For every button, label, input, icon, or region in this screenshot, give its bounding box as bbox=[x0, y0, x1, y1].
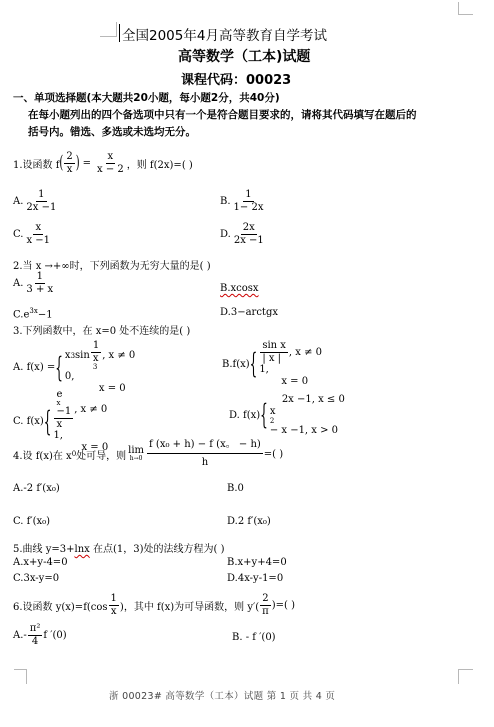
q3-b-case1-cond: , x ≠ 0 bbox=[288, 346, 323, 358]
q3-a-case1 bbox=[65, 341, 135, 371]
q5-option-d: D.4x-y-1=0 bbox=[227, 573, 284, 584]
q3-b-prefix: B.f(x) bbox=[222, 358, 250, 370]
q1-option-a bbox=[13, 190, 59, 213]
q1-c-den: x −1 bbox=[26, 235, 51, 246]
q5-option-b: B.x+y+4=0 bbox=[227, 557, 287, 568]
q4-den: h bbox=[201, 457, 209, 468]
q3-a-case1-sin: sin bbox=[75, 350, 90, 362]
q2-a-den: 3 + x bbox=[26, 284, 54, 295]
q2-option-b: B.xcosx bbox=[220, 283, 259, 294]
q1-d-fraction bbox=[232, 223, 266, 246]
q3-d-case1: 2x −1, x ≤ 0 bbox=[281, 394, 345, 405]
q4-option-c: C. f′(x₀) bbox=[13, 516, 51, 527]
q2-c-suffix: −1 bbox=[37, 309, 53, 321]
corner-mark-top-right-v bbox=[458, 2, 459, 15]
q1-a-num: 1 bbox=[38, 189, 45, 200]
q1-option-d bbox=[220, 223, 267, 246]
q6-stem bbox=[13, 590, 295, 620]
text-cursor bbox=[119, 24, 120, 42]
q6-a-prefix: A.- bbox=[13, 630, 27, 641]
corner-mark-top-left-v bbox=[116, 22, 117, 37]
q6-a-den: 4 bbox=[31, 636, 39, 647]
q6-stem-frac1 bbox=[109, 594, 119, 617]
q3-b-case1 bbox=[259, 341, 322, 364]
q4-lim: lim bbox=[128, 445, 145, 456]
q3-a-cases bbox=[65, 341, 135, 394]
q5-stem bbox=[13, 540, 224, 555]
q6-stem-num1: 1 bbox=[110, 592, 117, 604]
q1-d-label: D. bbox=[220, 229, 231, 240]
q1-c-label: C. bbox=[13, 229, 24, 240]
q3-b-case1-num: sin x bbox=[262, 340, 286, 351]
q6-stem-frac2 bbox=[260, 594, 271, 617]
q4-num: f (x₀ + h) − f (x。 − h) bbox=[147, 440, 263, 454]
q3-stem: 3.下列函数中，在 x=0 处不连续的是( ) bbox=[13, 326, 191, 337]
q4-option-a: A.-2 f′(x₀) bbox=[13, 483, 60, 494]
q3-a-case1-den-sup: 3 bbox=[92, 363, 98, 371]
q1-paren-close: ) bbox=[75, 153, 80, 173]
q3-b-brace: { bbox=[249, 347, 258, 381]
q3-a-case2-cond: x = 0 bbox=[98, 382, 126, 394]
subject-title: 高等数学（工本)试题 bbox=[178, 49, 311, 65]
corner-mark-bottom-right-v bbox=[458, 669, 459, 684]
q3-b-case1-den: | x | bbox=[262, 353, 282, 364]
q3-a-case1-x: x bbox=[64, 350, 71, 362]
q1-rhs-fraction bbox=[95, 152, 126, 175]
q1-option-c bbox=[13, 223, 53, 246]
q3-c-case1-num-sup: x bbox=[56, 399, 61, 407]
q3-a-brace: { bbox=[55, 351, 63, 384]
q3-d-case2-x: x bbox=[269, 405, 276, 417]
q4-stem-mid: 处可导，则 bbox=[76, 450, 127, 462]
q1-paren-open: ( bbox=[59, 153, 64, 173]
q2-option-c bbox=[13, 307, 53, 320]
q3-d-cases bbox=[270, 394, 345, 437]
q6-stem-b: )，其中 f(x)为可导函数，则 y′( bbox=[119, 601, 260, 613]
q3-c-prefix: C. f(x) bbox=[13, 416, 44, 427]
q6-a-fraction bbox=[28, 624, 43, 647]
q1-a-den: 2x −1 bbox=[26, 202, 57, 213]
section-instruction-2: 括号内。错选、多选或未选均无分。 bbox=[28, 126, 196, 138]
q3-c-case1-num-rest: −1 bbox=[56, 406, 72, 417]
q4-limit bbox=[128, 446, 144, 462]
q4-stem-suffix: =( ) bbox=[263, 448, 284, 460]
q1-a-label: A. bbox=[13, 196, 24, 207]
q3-c-case2-cond: x = 0 bbox=[81, 441, 109, 453]
q1-stem-suffix: ，则 f(2x)=( ) bbox=[126, 159, 193, 171]
q1-b-num: 1 bbox=[245, 189, 252, 200]
q1-arg-num: 2 bbox=[66, 150, 73, 162]
section-instruction-1: 在每小题列出的四个备选项中只有一个是符合题目要求的，请将其代码填写在题后的 bbox=[28, 109, 417, 121]
q3-c-case2-val: 1, bbox=[53, 430, 63, 441]
q3-b-case2 bbox=[259, 364, 322, 387]
q3-a-case2-val: 0, bbox=[64, 371, 75, 382]
q3-b-case2-cond: x = 0 bbox=[281, 375, 309, 387]
q6-stem-num2: 2 bbox=[262, 592, 269, 604]
q1-rhs-num: x bbox=[107, 150, 114, 162]
q2-option-a bbox=[13, 272, 56, 295]
q6-option-b: B. - f ′(0) bbox=[232, 632, 276, 643]
q3-a-case1-cond: , x ≠ 0 bbox=[102, 350, 136, 362]
q3-c-case1-num-e: e bbox=[56, 389, 63, 400]
q3-d-case2-sup: 2 bbox=[269, 417, 275, 425]
corner-mark-top-left-h bbox=[100, 36, 117, 37]
exam-title: 全国2005年4月高等教育自学考试 bbox=[122, 28, 327, 44]
q1-d-num: 2x bbox=[242, 222, 255, 233]
q3-c-case1 bbox=[53, 390, 108, 430]
q3-c-case1-den: x bbox=[56, 419, 63, 430]
q4-lim-sub: h→0 bbox=[129, 455, 143, 462]
q1-arg-fraction bbox=[64, 152, 74, 175]
q3-option-b bbox=[222, 341, 322, 387]
q1-stem bbox=[13, 148, 193, 178]
q3-a-case1-frac bbox=[91, 341, 101, 371]
q3-c-case1-cond: , x ≠ 0 bbox=[74, 404, 108, 416]
q2-c-prefix: C.e bbox=[13, 309, 30, 321]
q1-a-fraction bbox=[24, 190, 58, 213]
q3-b-case2-val: 1, bbox=[259, 364, 269, 375]
q3-a-case1-den bbox=[91, 353, 101, 371]
q3-b-cases bbox=[259, 341, 322, 387]
q1-c-fraction bbox=[24, 223, 52, 246]
q6-option-a bbox=[13, 624, 67, 647]
q1-arg-den: x bbox=[66, 163, 73, 175]
section-title: 一、单项选择题(本大题共20小题，每小题2分，共40分) bbox=[13, 92, 280, 104]
q2-a-fraction bbox=[24, 272, 55, 295]
q3-d-prefix: D. f(x) bbox=[229, 409, 261, 421]
q6-stem-den1: x bbox=[110, 605, 117, 617]
q3-option-d bbox=[229, 394, 345, 437]
q2-c-sup: 3x bbox=[29, 307, 38, 315]
q5-stem-lnx: lnx bbox=[74, 544, 90, 555]
q3-d-case2 bbox=[270, 406, 345, 437]
q5-option-c: C.3x-y=0 bbox=[13, 573, 60, 584]
q1-b-den: 1− 2x bbox=[233, 202, 264, 213]
q4-option-b: B.0 bbox=[227, 483, 244, 494]
q5-option-a: A.x+y-4=0 bbox=[13, 557, 68, 568]
q2-a-num: 1 bbox=[36, 271, 43, 282]
q3-c-case1-num bbox=[54, 390, 73, 419]
q3-option-a bbox=[13, 341, 135, 394]
q6-a-suffix: f ′(0) bbox=[43, 630, 67, 641]
page-footer: 浙 00023# 高等数学（工本）试题 第 1 页 共 4 页 bbox=[109, 691, 336, 702]
q6-a-num: π² bbox=[29, 623, 41, 634]
q3-c-brace: { bbox=[43, 405, 52, 438]
course-code: 课程代码：00023 bbox=[181, 73, 292, 88]
q6-stem-c: )=( ) bbox=[271, 599, 295, 611]
q1-c-num: x bbox=[35, 222, 42, 233]
q4-stem bbox=[13, 440, 283, 468]
corner-mark-bottom-right-h bbox=[458, 669, 473, 670]
q4-option-d: D.2 f′(x₀) bbox=[227, 516, 271, 527]
q3-a-case1-sup: 3 bbox=[70, 351, 76, 360]
q1-b-label: B. bbox=[220, 196, 231, 207]
q6-stem-den2: π bbox=[262, 605, 269, 617]
q1-rhs-den: x − 2 bbox=[97, 163, 124, 175]
q2-stem: 2.当 x →+∞时，下列函数为无穷大量的是( ) bbox=[13, 261, 211, 272]
q3-d-brace: { bbox=[260, 399, 268, 432]
corner-mark-bottom-left-v bbox=[26, 669, 27, 684]
q2-option-d: D.3−arctgx bbox=[220, 307, 278, 318]
q1-b-fraction bbox=[232, 190, 266, 213]
q4-stem-sub: 0 bbox=[71, 450, 77, 458]
q3-d-case2-rest: − x −1, x > 0 bbox=[269, 425, 339, 437]
q6-stem-a: 6.设函数 y(x)=f(cos bbox=[13, 601, 108, 613]
q3-a-case1-num: 1 bbox=[92, 340, 100, 351]
corner-mark-top-right-h bbox=[458, 14, 473, 15]
q1-option-b bbox=[220, 190, 266, 213]
q1-equals: = bbox=[82, 157, 91, 169]
q1-d-den: 2x −1 bbox=[233, 235, 264, 246]
q3-b-case1-frac bbox=[260, 341, 288, 364]
q1-stem-prefix: 1.设函数 f bbox=[13, 159, 60, 171]
q3-a-case1-den-x: x bbox=[92, 353, 99, 364]
q2-a-label: A. bbox=[13, 278, 24, 289]
q5-stem-a: 5.曲线 y=3+ bbox=[13, 544, 75, 555]
q4-stem-prefix: 4.设 f(x)在 x bbox=[13, 450, 72, 462]
q3-a-prefix: A. f(x) = bbox=[13, 362, 56, 373]
q3-c-case1-frac bbox=[54, 390, 73, 430]
q5-stem-b: 在点(1，3)处的法线方程为( ) bbox=[89, 544, 225, 555]
q4-fraction bbox=[147, 440, 263, 468]
